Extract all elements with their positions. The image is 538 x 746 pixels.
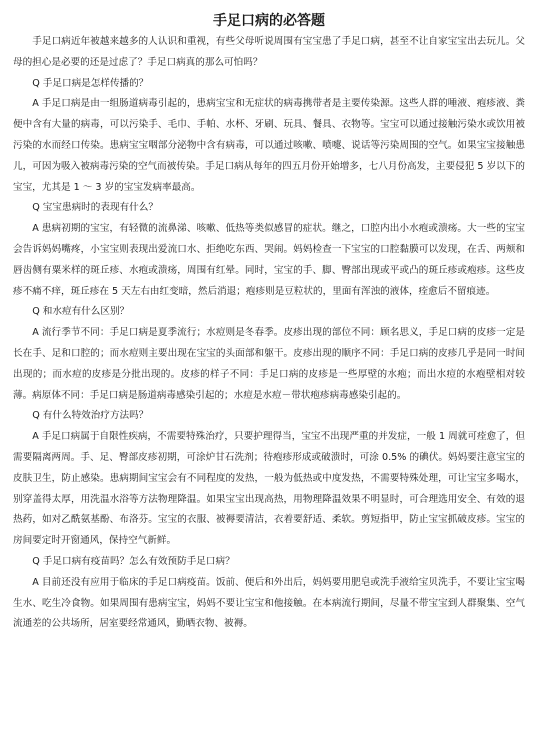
qa-item-symptoms — [13, 198, 525, 302]
document-title: 手足口病的必答题 — [213, 13, 325, 29]
question-text: Q 宝宝患病时的表现有什么？ — [32, 202, 158, 214]
question-text: Q 手足口病是怎样传播的？ — [32, 77, 149, 89]
question-text: Q 有什么特效治疗方法吗？ — [32, 410, 149, 422]
intro-paragraph: 手足口病近年被越来越多的人认识和重视，有些父母听说周围有宝宝患了手足口病，甚至不让自家宝宝出去玩儿。父母的担心是必要的还是过虑了？手足口病真的那么可怕吗？ — [13, 36, 525, 68]
qa-item-treatment — [13, 406, 525, 552]
question-text: Q 和水痘有什么区别？ — [32, 306, 130, 318]
answer-text: A 流行季节不同：手足口病是夏季流行；水痘则是冬春季。皮疹出现的部位不同：顾名思义，手足口病的皮疹一定是长在手、足和口腔的；而水痘则主要出现在宝宝的头面部和躯干。皮疹出现的顺序不同：手足口病的皮疹几乎是同一时间出现的；而水痘的皮疹是分批出现的。皮疹的样子不同：手足口病的皮疹是一些厚壁的水疱；而出水痘的水疱壁相对较薄。病原体不同：手足口病是肠道病毒感染引起的；水痘是水痘－带状疱疹病毒感染引起的。 — [13, 327, 525, 401]
answer-text: A 手足口病是由一组肠道病毒引起的，患病宝宝和无症状的病毒携带者是主要传染源。这些人群的唾液、疱疹液、粪便中含有大量的病毒，可以污染手、毛巾、手帕、水杯、牙刷、玩具、餐具、衣物等。宝宝可以通过接触污染水或饮用被污染的水而经口传染。患病宝宝咽部分泌物中含有病毒，可以通过咳嗽、喷嚏、说话等污染周围的空气。如果宝宝接触患儿，可因为吸入被病毒污染的空气而被传染。手足口病从每年的四五月份开始增多，七八月份高发，主要侵犯 5 岁以下的宝宝，尤其是 1 ～ 3 岁的宝宝发病率最高。 — [13, 98, 525, 193]
qa-item-prevention — [13, 552, 525, 635]
answer-text: A 患病初期的宝宝，有轻微的流鼻涕、咳嗽、低热等类似感冒的症状。继之，口腔内出小水疱或溃疡。大一些的宝宝会告诉妈妈嘴疼，小宝宝则表现出爱流口水、拒绝吃东西、哭闹。妈妈检查一下宝宝的口腔黏膜可以发现，在舌、两颊和唇齿侧有粟米样的斑丘疹、水疱或溃疡，周围有红晕。同时，宝宝的手、脚、臀部出现或平或凸的斑丘疹或疱疹。这些皮疹不痛不痒，斑丘疹在 5 天左右由红变暗，然后消退；疱疹则是豆粒状的，里面有浑浊的液体，痊愈后不留痕迹。 — [13, 223, 525, 297]
answer-text: A 手足口病属于自限性疾病，不需要特殊治疗，只要护理得当，宝宝不出现严重的并发症，一般 1 周就可痊愈了，但需要隔离两周。手、足、臀部皮疹初期，可涂炉甘石洗剂；待疱疹形成或破溃时，可涂 0.5% 的碘伏。妈妈要注意宝宝的皮肤卫生，防止感染。患病期间宝宝会有不同程度的发热，一般为低热或中度发热，不需要特殊处理，可让宝宝多喝水，别穿盖得太厚，用洗温水浴等方法物理降温。如果宝宝出现高热，用物理降温效果不明显时，可合理选用安全、有效的退热药，如对乙酰氨基酚、布洛芬。宝宝的衣服、被褥要清洁，衣着要舒适、柔软。剪短指甲，防止宝宝抓破皮疹。宝宝的房间要定时开窗通风，保持空气新鲜。 — [13, 431, 525, 547]
qa-item-vs-chickenpox — [13, 302, 525, 406]
question-text: Q 手足口病有疫苗吗？怎么有效预防手足口病？ — [32, 555, 235, 567]
answer-text: A 目前还没有应用于临床的手足口病疫苗。饭前、便后和外出后，妈妈要用肥皂或洗手液给宝贝洗手，不要让宝宝喝生水、吃生冷食物。如果周围有患病宝宝，妈妈不要让宝宝和他接触。在本病流行期间，尽量不带宝宝到人群聚集、空气流通差的公共场所，居室要经常通风，勤晒衣物、被褥。 — [13, 576, 525, 630]
qa-item-transmission — [13, 74, 525, 199]
